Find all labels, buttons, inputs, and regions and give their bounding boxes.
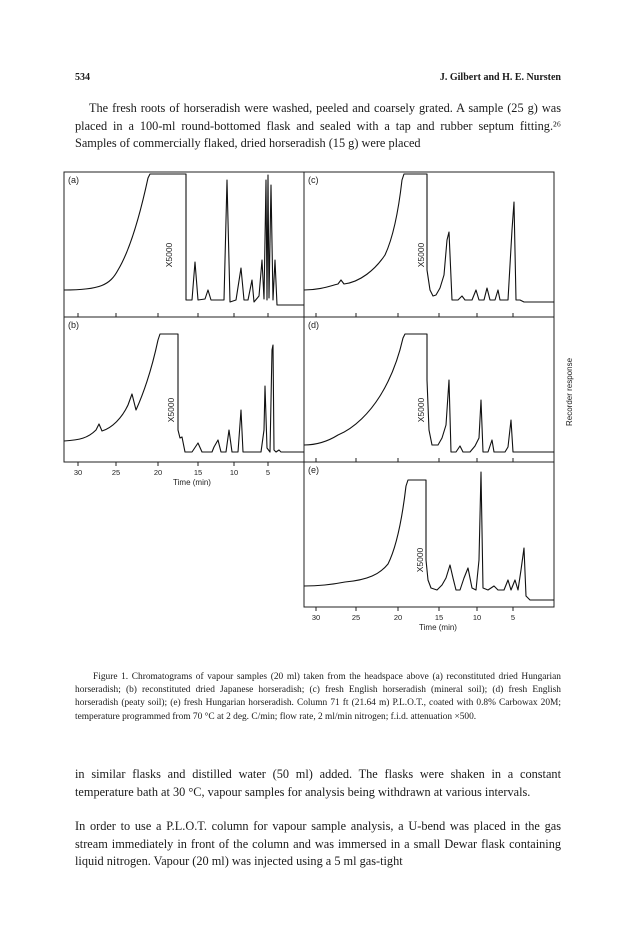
running-head: J. Gilbert and H. E. Nursten: [439, 72, 561, 83]
attenuation-label-e: X5000: [415, 547, 425, 573]
tick-label-right-20: 20: [393, 613, 403, 622]
paragraph-2: in similar flasks and distilled water (50 ml) added. The flasks were shaken in a constant temperature bath at 30 °C, vapour samples for analysis being withdrawn at various intervals.: [75, 767, 561, 799]
tick-label-left-30: 30: [73, 468, 83, 477]
panel-d-frame: [304, 317, 554, 462]
x-axis-label-left: Time (min): [173, 478, 211, 487]
page-number: 534: [75, 72, 90, 83]
tick-label-right-15: 15: [434, 613, 444, 622]
attenuation-label-d: X5000: [416, 397, 426, 423]
x-axis-label-right: Time (min): [419, 623, 457, 632]
tick-label-left-10: 10: [229, 468, 239, 477]
tick-label-left-5: 5: [265, 468, 271, 477]
tick-label-right-30: 30: [311, 613, 321, 622]
figure-caption: Figure 1. Chromatograms of vapour samples (20 ml) taken from the headspace above (a) reconstituted dried Hungarian horseradish; (b) reconstituted dried Japanese horseradish; (c) fresh English horseradish (mineral soil); (d) fresh English horseradish (peaty soil); (e) fresh Hungarian horseradish. Column 71 ft (21.64 m) P.L.O.T., coated with 0.8% Carbowax 20M; temperature programmed from 70 °C at 2 deg. C/min; flow rate, 2 ml/min nitrogen; f.i.d. attenuation ×500.: [75, 672, 561, 722]
panel-c-frame: [304, 172, 554, 317]
panel-e-label: (e): [308, 465, 319, 475]
trace-d: [304, 334, 554, 452]
y-axis-label: Recorder response: [565, 357, 574, 427]
tick-label-left-15: 15: [193, 468, 203, 477]
tick-label-right-25: 25: [351, 613, 361, 622]
trace-c: [304, 174, 554, 302]
tick-label-right-10: 10: [472, 613, 482, 622]
paragraph-1: The fresh roots of horseradish were washed, peeled and coarsely grated. A sample (25 g) was placed in a 100-ml round-bottomed flask and sealed with a tap and rubber septum fitting.²⁶ Samples of commercially flaked, dried horseradish (15 g) were placed: [75, 101, 561, 151]
panel-a-label: (a): [68, 175, 79, 185]
paragraph-3: In order to use a P.L.O.T. column for vapour sample analysis, a U-bend was placed in the gas stream immediately in front of the column and was immersed in a small Dewar flask containing liquid nitrogen. Vapour (20 ml) was injected using a 5 ml gas-tight: [75, 819, 561, 869]
trace-e: [304, 472, 554, 600]
panel-c-label: (c): [308, 175, 319, 185]
attenuation-label-b: X5000: [166, 397, 176, 423]
trace-b: [64, 334, 304, 452]
tick-label-left-25: 25: [111, 468, 121, 477]
tick-label-left-20: 20: [153, 468, 163, 477]
attenuation-label-c: X5000: [416, 242, 426, 268]
trace-a: [64, 174, 304, 305]
panel-d-label: (d): [308, 320, 319, 330]
panel-b-label: (b): [68, 320, 79, 330]
panel-b-frame: [64, 317, 304, 462]
tick-label-right-5: 5: [510, 613, 516, 622]
attenuation-label-a: X5000: [164, 242, 174, 268]
